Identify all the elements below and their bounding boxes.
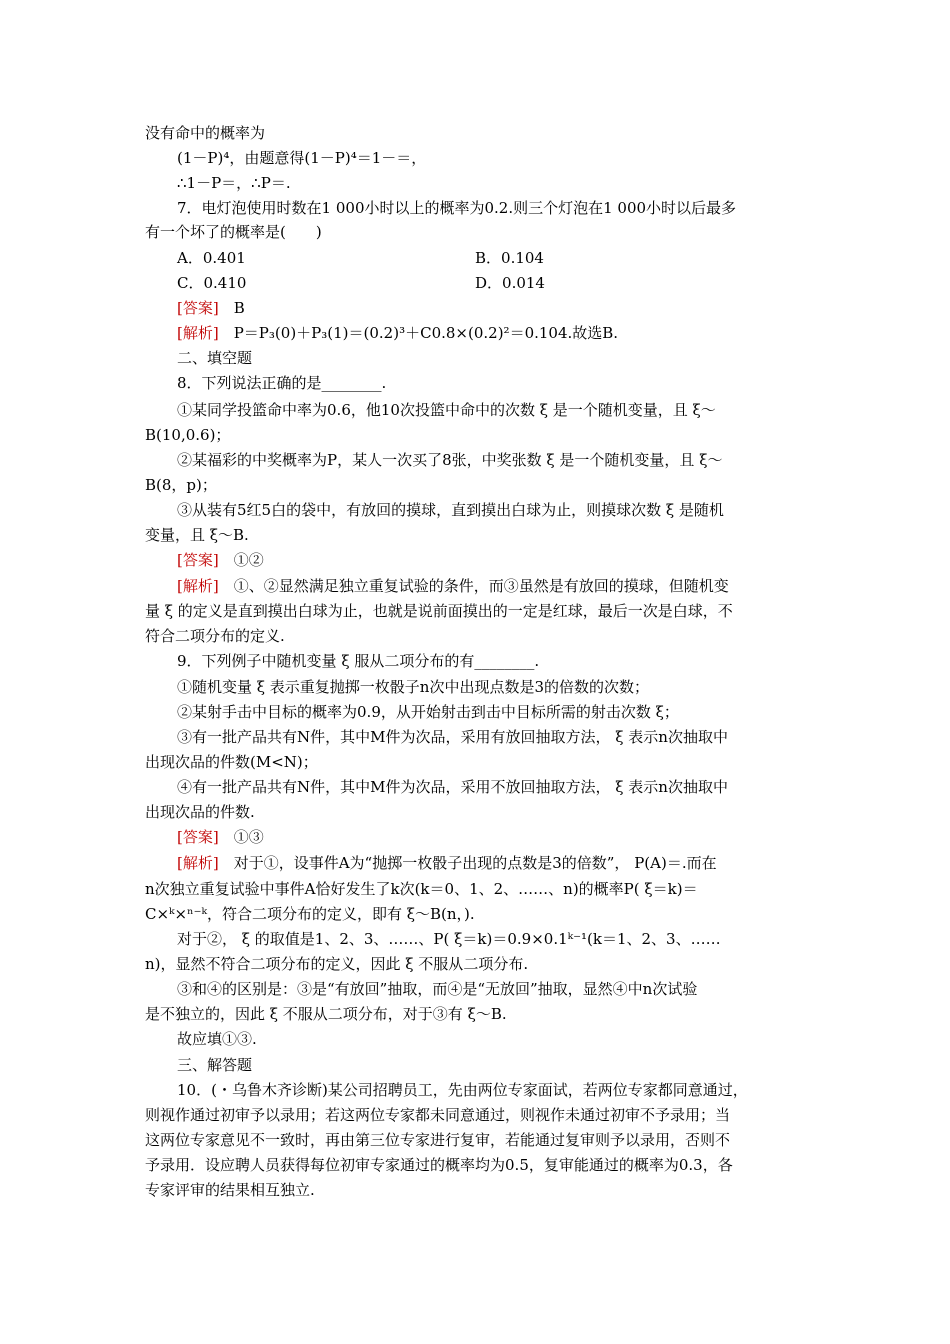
text-line: ①随机变量 ξ 表示重复抛掷一枚骰子n次中出现点数是3的倍数的次数；: [177, 678, 650, 696]
text-line: ④有一批产品共有N件，其中M件为次品，采用不放回抽取方法， ξ 表示n次抽取中: [177, 778, 728, 796]
option-d: D．0.014: [475, 274, 545, 292]
text-line: ③和④的区别是：③是“有放回”抽取，而④是“无放回”抽取，显然④中n次试验: [177, 980, 698, 998]
text-line: (1－P)⁴，由题意得(1－P)⁴＝1－＝，: [177, 149, 427, 167]
text-line: 有一个坏了的概率是( ): [145, 223, 322, 241]
answer-tag: [答案]: [177, 299, 219, 317]
text-line: B(10,0.6)；: [145, 426, 231, 444]
analysis-tag: [解析]: [177, 854, 219, 872]
text-line: ②某福彩的中奖概率为P，某人一次买了8张，中奖张数 ξ 是一个随机变量，且 ξ～: [177, 451, 723, 469]
text-line: 量 ξ 的定义是直到摸出白球为止，也就是说前面摸出的一定是红球，最后一次是白球，不: [145, 602, 733, 620]
text-line: n)，显然不符合二项分布的定义，因此 ξ 不服从二项分布.: [145, 955, 529, 973]
text-line: 变量，且 ξ～B.: [145, 526, 249, 544]
text-line: 是不独立的，因此 ξ 不服从二项分布，对于③有 ξ～B.: [145, 1005, 507, 1023]
analysis-tag: [解析]: [177, 577, 219, 595]
answer-tag: [答案]: [177, 551, 219, 569]
text-line: 出现次品的件数.: [145, 803, 255, 821]
analysis-line: [解析] 对于①，设事件A为“抛掷一枚骰子出现的点数是3的倍数”， P(A)＝.而在: [177, 854, 717, 872]
text-line: ③从装有5红5白的袋中，有放回的摸球，直到摸出白球为止，则摸球次数 ξ 是随机: [177, 501, 724, 519]
analysis-line: [解析] P＝P₃(0)＋P₃(1)＝(0.2)³＋C0.8×(0.2)²＝0.104.故选B.: [177, 324, 619, 342]
option-a: A．0.401: [177, 249, 246, 267]
text-line: 专家评审的结果相互独立.: [145, 1181, 315, 1199]
text-line: ①某同学投篮命中率为0.6，他10次投篮中命中的次数 ξ 是一个随机变量，且 ξ～: [177, 401, 716, 419]
answer-line: [答案] B: [177, 299, 245, 317]
text-line: 则视作通过初审予以录用；若这两位专家都未同意通过，则视作未通过初审不予录用；当: [145, 1106, 731, 1124]
text-line: 这两位专家意见不一致时，再由第三位专家进行复审，若能通过复审则予以录用，否则不: [145, 1131, 731, 1149]
answer-line: [答案] ①②: [177, 551, 264, 569]
text-line: ③有一批产品共有N件，其中M件为次品，采用有放回抽取方法， ξ 表示n次抽取中: [177, 728, 728, 746]
question-10: 10．(・乌鲁木齐诊断)某公司招聘员工，先由两位专家面试，若两位专家都同意通过，: [177, 1081, 748, 1099]
question-9: 9．下列例子中随机变量 ξ 服从二项分布的有________.: [177, 652, 540, 670]
section-heading: 二、填空题: [177, 349, 253, 367]
question-7: 7．电灯泡使用时数在1 000小时以上的概率为0.2.则三个灯泡在1 000小时以后最多: [177, 199, 737, 217]
option-b: B．0.104: [475, 249, 544, 267]
option-c: C．0.410: [177, 274, 247, 292]
text-line: B(8，p)；: [145, 476, 217, 494]
text-line: ∴1－P＝，∴P＝.: [177, 174, 291, 192]
text-line: 出现次品的件数(M<N)；: [145, 753, 318, 771]
section-heading: 三、解答题: [177, 1056, 253, 1074]
text-line: 予录用．设应聘人员获得每位初审专家通过的概率均为0.5，复审能通过的概率为0.3，各: [145, 1156, 733, 1174]
text-line: 故应填①③.: [177, 1030, 257, 1048]
analysis-tag: [解析]: [177, 324, 219, 342]
answer-tag: [答案]: [177, 828, 219, 846]
text-line: 没有命中的概率为: [145, 124, 266, 142]
text-line: 对于②， ξ 的取值是1、2、3、……、P( ξ＝k)＝0.9×0.1ᵏ⁻¹(k＝1、2、3、……: [177, 930, 721, 948]
text-line: C×ᵏ×ⁿ⁻ᵏ，符合二项分布的定义，即有 ξ～B(n，).: [145, 905, 475, 923]
question-8: 8．下列说法正确的是________.: [177, 374, 387, 392]
text-line: ②某射手击中目标的概率为0.9，从开始射击到击中目标所需的射击次数 ξ；: [177, 703, 679, 721]
analysis-line: [解析] ①、②显然满足独立重复试验的条件，而③虽然是有放回的摸球，但随机变: [177, 577, 729, 595]
answer-line: [答案] ①③: [177, 828, 264, 846]
text-line: n次独立重复试验中事件A恰好发生了k次(k＝0、1、2、……、n)的概率P( ξ＝k)＝: [145, 880, 698, 898]
text-line: 符合二项分布的定义.: [145, 627, 285, 645]
